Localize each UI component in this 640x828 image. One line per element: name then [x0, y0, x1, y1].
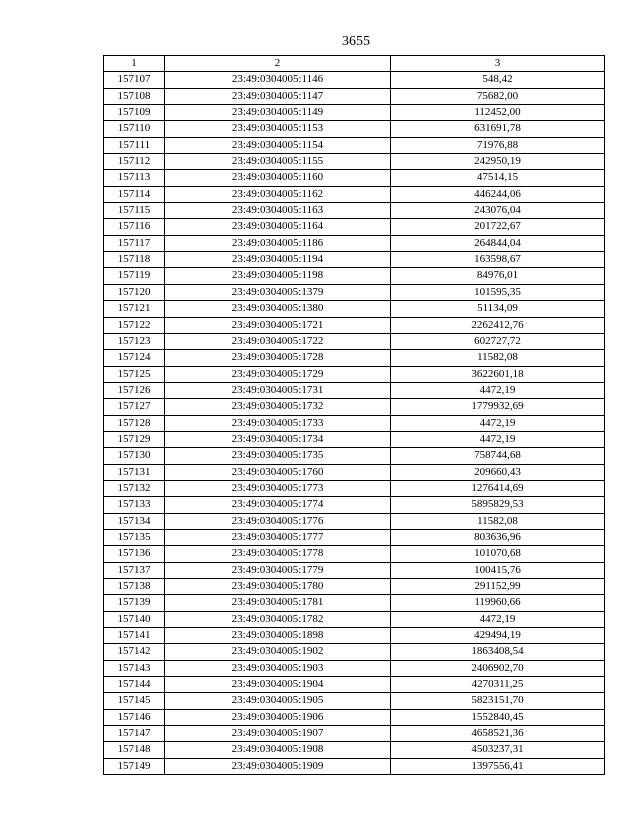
- row-number-cell: 157118: [104, 252, 165, 268]
- amount-cell: 1863408,54: [391, 644, 605, 660]
- row-number-cell: 157149: [104, 758, 165, 774]
- table-row: [104, 431, 605, 447]
- cadastral-number-cell: 23:49:0304005:1898: [165, 628, 391, 644]
- cadastral-number-cell: 23:49:0304005:1735: [165, 448, 391, 464]
- cadastral-number-cell: 23:49:0304005:1909: [165, 758, 391, 774]
- row-number-cell: 157115: [104, 203, 165, 219]
- cadastral-number-cell: 23:49:0304005:1728: [165, 350, 391, 366]
- cadastral-number-cell: 23:49:0304005:1782: [165, 611, 391, 627]
- cadastral-number-cell: 23:49:0304005:1155: [165, 154, 391, 170]
- column-header-1: 1: [104, 56, 165, 72]
- row-number-cell: 157148: [104, 742, 165, 758]
- amount-cell: 47514,15: [391, 170, 605, 186]
- data-table: [103, 55, 605, 775]
- amount-cell: 11582,08: [391, 350, 605, 366]
- amount-cell: 264844,04: [391, 235, 605, 251]
- table-row: [104, 758, 605, 774]
- cadastral-number-cell: 23:49:0304005:1732: [165, 399, 391, 415]
- table-row: [104, 693, 605, 709]
- row-number-cell: 157121: [104, 301, 165, 317]
- table-row: [104, 529, 605, 545]
- table-row: [104, 268, 605, 284]
- row-number-cell: 157131: [104, 464, 165, 480]
- table-row: [104, 170, 605, 186]
- cadastral-number-cell: 23:49:0304005:1905: [165, 693, 391, 709]
- row-number-cell: 157139: [104, 595, 165, 611]
- cadastral-number-cell: 23:49:0304005:1146: [165, 72, 391, 88]
- row-number-cell: 157133: [104, 497, 165, 513]
- amount-cell: 758744,68: [391, 448, 605, 464]
- cadastral-number-cell: 23:49:0304005:1760: [165, 464, 391, 480]
- table-body: [104, 72, 605, 775]
- cadastral-number-cell: 23:49:0304005:1163: [165, 203, 391, 219]
- row-number-cell: 157147: [104, 726, 165, 742]
- row-number-cell: 157120: [104, 284, 165, 300]
- row-number-cell: 157135: [104, 529, 165, 545]
- row-number-cell: 157127: [104, 399, 165, 415]
- table-row: [104, 480, 605, 496]
- cadastral-number-cell: 23:49:0304005:1729: [165, 366, 391, 382]
- row-number-cell: 157134: [104, 513, 165, 529]
- cadastral-number-cell: 23:49:0304005:1186: [165, 235, 391, 251]
- table-row: [104, 88, 605, 104]
- row-number-cell: 157108: [104, 88, 165, 104]
- cadastral-number-cell: 23:49:0304005:1908: [165, 742, 391, 758]
- cadastral-number-cell: 23:49:0304005:1780: [165, 579, 391, 595]
- cadastral-number-cell: 23:49:0304005:1162: [165, 186, 391, 202]
- table-row: [104, 203, 605, 219]
- table-row: [104, 579, 605, 595]
- table-row: [104, 235, 605, 251]
- cadastral-number-cell: 23:49:0304005:1733: [165, 415, 391, 431]
- amount-cell: 4472,19: [391, 431, 605, 447]
- row-number-cell: 157132: [104, 480, 165, 496]
- cadastral-number-cell: 23:49:0304005:1380: [165, 301, 391, 317]
- cadastral-number-cell: 23:49:0304005:1904: [165, 677, 391, 693]
- amount-cell: 5895829,53: [391, 497, 605, 513]
- table-row: [104, 350, 605, 366]
- cadastral-number-cell: 23:49:0304005:1198: [165, 268, 391, 284]
- row-number-cell: 157107: [104, 72, 165, 88]
- row-number-cell: 157138: [104, 579, 165, 595]
- table-row: [104, 677, 605, 693]
- row-number-cell: 157129: [104, 431, 165, 447]
- table-row: [104, 121, 605, 137]
- amount-cell: 5823151,70: [391, 693, 605, 709]
- table-row: [104, 709, 605, 725]
- row-number-cell: 157112: [104, 154, 165, 170]
- row-number-cell: 157128: [104, 415, 165, 431]
- table-row: [104, 562, 605, 578]
- row-number-cell: 157110: [104, 121, 165, 137]
- table-row: [104, 628, 605, 644]
- page-number: 3655: [342, 34, 370, 49]
- amount-cell: 11582,08: [391, 513, 605, 529]
- row-number-cell: 157111: [104, 137, 165, 153]
- row-number-cell: 157126: [104, 382, 165, 398]
- amount-cell: 446244,06: [391, 186, 605, 202]
- amount-cell: 803636,96: [391, 529, 605, 545]
- table-row: [104, 366, 605, 382]
- row-number-cell: 157146: [104, 709, 165, 725]
- cadastral-number-cell: 23:49:0304005:1154: [165, 137, 391, 153]
- table-row: [104, 497, 605, 513]
- amount-cell: 1276414,69: [391, 480, 605, 496]
- amount-cell: 291152,99: [391, 579, 605, 595]
- table-row: [104, 284, 605, 300]
- cadastral-number-cell: 23:49:0304005:1721: [165, 317, 391, 333]
- table-row: [104, 317, 605, 333]
- amount-cell: 84976,01: [391, 268, 605, 284]
- row-number-cell: 157119: [104, 268, 165, 284]
- row-number-cell: 157141: [104, 628, 165, 644]
- amount-cell: 1397556,41: [391, 758, 605, 774]
- amount-cell: 631691,78: [391, 121, 605, 137]
- table-row: [104, 742, 605, 758]
- row-number-cell: 157125: [104, 366, 165, 382]
- cadastral-number-cell: 23:49:0304005:1153: [165, 121, 391, 137]
- row-number-cell: 157123: [104, 333, 165, 349]
- cadastral-number-cell: 23:49:0304005:1160: [165, 170, 391, 186]
- amount-cell: 429494,19: [391, 628, 605, 644]
- cadastral-number-cell: 23:49:0304005:1903: [165, 660, 391, 676]
- table-row: [104, 186, 605, 202]
- amount-cell: 71976,88: [391, 137, 605, 153]
- cadastral-number-cell: 23:49:0304005:1734: [165, 431, 391, 447]
- table-row: [104, 546, 605, 562]
- row-number-cell: 157142: [104, 644, 165, 660]
- amount-cell: 3622601,18: [391, 366, 605, 382]
- column-header-3: 3: [391, 56, 605, 72]
- table-row: [104, 660, 605, 676]
- row-number-cell: 157124: [104, 350, 165, 366]
- row-number-cell: 157113: [104, 170, 165, 186]
- cadastral-number-cell: 23:49:0304005:1379: [165, 284, 391, 300]
- row-number-cell: 157136: [104, 546, 165, 562]
- table-row: [104, 611, 605, 627]
- amount-cell: 4270311,25: [391, 677, 605, 693]
- table-row: [104, 154, 605, 170]
- cadastral-number-cell: 23:49:0304005:1779: [165, 562, 391, 578]
- cadastral-number-cell: 23:49:0304005:1776: [165, 513, 391, 529]
- cadastral-number-cell: 23:49:0304005:1902: [165, 644, 391, 660]
- cadastral-number-cell: 23:49:0304005:1774: [165, 497, 391, 513]
- amount-cell: 2262412,76: [391, 317, 605, 333]
- table-row: [104, 448, 605, 464]
- table-row: [104, 399, 605, 415]
- row-number-cell: 157117: [104, 235, 165, 251]
- amount-cell: 4472,19: [391, 382, 605, 398]
- amount-cell: 51134,09: [391, 301, 605, 317]
- amount-cell: 101595,35: [391, 284, 605, 300]
- amount-cell: 1779932,69: [391, 399, 605, 415]
- table-row: [104, 513, 605, 529]
- cadastral-number-cell: 23:49:0304005:1731: [165, 382, 391, 398]
- table-row: [104, 382, 605, 398]
- amount-cell: 602727,72: [391, 333, 605, 349]
- table-header-row: [104, 56, 605, 72]
- amount-cell: 75682,00: [391, 88, 605, 104]
- table-row: [104, 72, 605, 88]
- table-row: [104, 726, 605, 742]
- table-row: [104, 595, 605, 611]
- row-number-cell: 157130: [104, 448, 165, 464]
- amount-cell: 242950,19: [391, 154, 605, 170]
- amount-cell: 4658521,36: [391, 726, 605, 742]
- column-header-2: 2: [165, 56, 391, 72]
- cadastral-number-cell: 23:49:0304005:1906: [165, 709, 391, 725]
- amount-cell: 1552840,45: [391, 709, 605, 725]
- amount-cell: 119960,66: [391, 595, 605, 611]
- amount-cell: 4472,19: [391, 611, 605, 627]
- row-number-cell: 157140: [104, 611, 165, 627]
- cadastral-number-cell: 23:49:0304005:1907: [165, 726, 391, 742]
- cadastral-number-cell: 23:49:0304005:1773: [165, 480, 391, 496]
- row-number-cell: 157145: [104, 693, 165, 709]
- table-row: [104, 415, 605, 431]
- table-row: [104, 219, 605, 235]
- amount-cell: 209660,43: [391, 464, 605, 480]
- amount-cell: 201722,67: [391, 219, 605, 235]
- row-number-cell: 157144: [104, 677, 165, 693]
- table-row: [104, 105, 605, 121]
- amount-cell: 112452,00: [391, 105, 605, 121]
- cadastral-number-cell: 23:49:0304005:1194: [165, 252, 391, 268]
- table-row: [104, 644, 605, 660]
- cadastral-number-cell: 23:49:0304005:1778: [165, 546, 391, 562]
- amount-cell: 100415,76: [391, 562, 605, 578]
- amount-cell: 548,42: [391, 72, 605, 88]
- row-number-cell: 157114: [104, 186, 165, 202]
- cadastral-number-cell: 23:49:0304005:1777: [165, 529, 391, 545]
- table-row: [104, 464, 605, 480]
- row-number-cell: 157137: [104, 562, 165, 578]
- cadastral-number-cell: 23:49:0304005:1722: [165, 333, 391, 349]
- amount-cell: 4472,19: [391, 415, 605, 431]
- cadastral-number-cell: 23:49:0304005:1164: [165, 219, 391, 235]
- cadastral-number-cell: 23:49:0304005:1781: [165, 595, 391, 611]
- amount-cell: 163598,67: [391, 252, 605, 268]
- cadastral-number-cell: 23:49:0304005:1147: [165, 88, 391, 104]
- row-number-cell: 157122: [104, 317, 165, 333]
- amount-cell: 243076,04: [391, 203, 605, 219]
- amount-cell: 2406902,70: [391, 660, 605, 676]
- table-row: [104, 137, 605, 153]
- row-number-cell: 157143: [104, 660, 165, 676]
- row-number-cell: 157116: [104, 219, 165, 235]
- table-row: [104, 252, 605, 268]
- amount-cell: 4503237,31: [391, 742, 605, 758]
- table-row: [104, 333, 605, 349]
- amount-cell: 101070,68: [391, 546, 605, 562]
- table-row: [104, 301, 605, 317]
- cadastral-number-cell: 23:49:0304005:1149: [165, 105, 391, 121]
- row-number-cell: 157109: [104, 105, 165, 121]
